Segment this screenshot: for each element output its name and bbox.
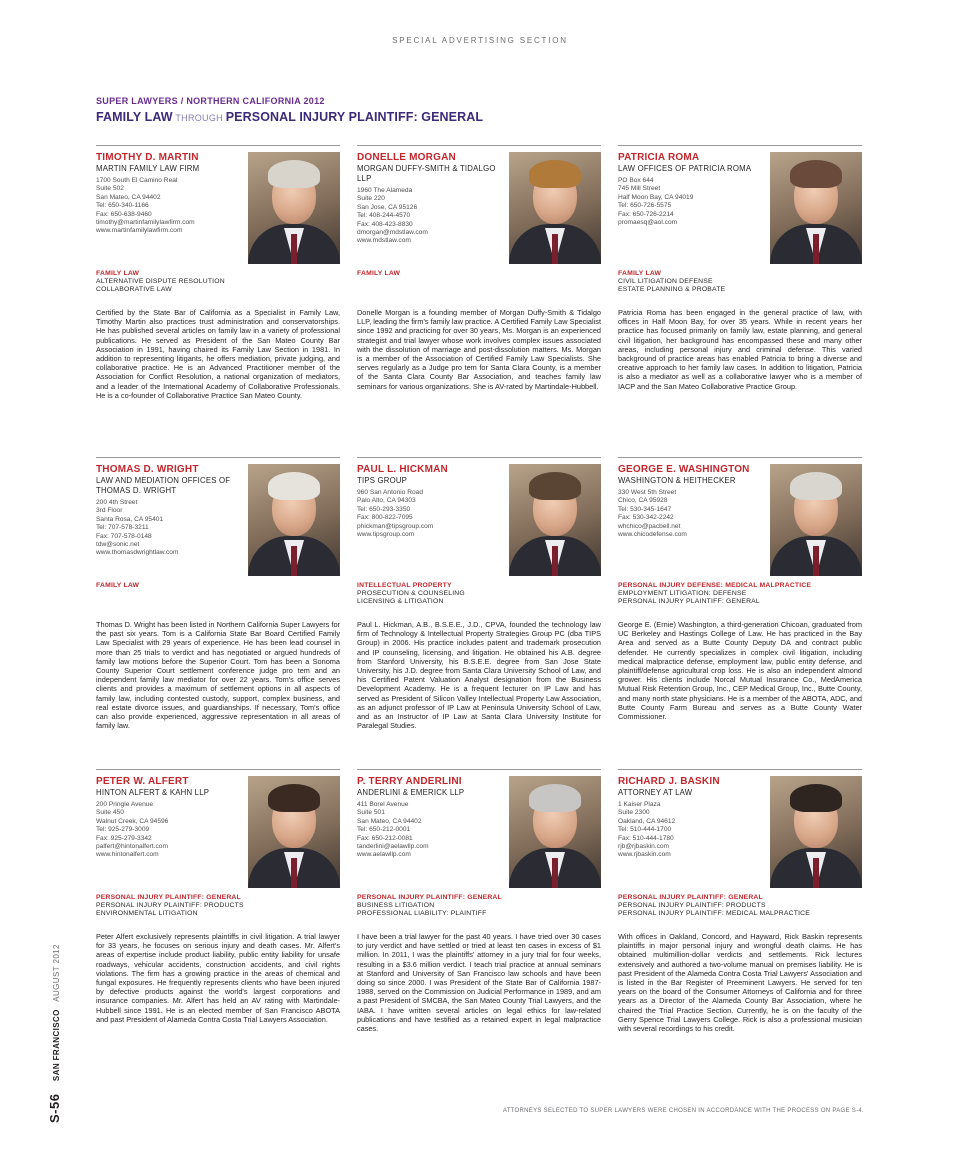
divider: [96, 145, 340, 146]
lawyer-bio: Certified by the State Bar of California as a Specialist in Family Law, Timothy Martin also practices trust administration and conservatorships. He has published several articles on family law in a variety of professional publications. He served as President of the San Mateo County Bar Association in 1991, having chaired its Family Law Section in 1981. In addition to representing litigants, he offers mediation, private judging, and collaborative practice. He is an Advanced Practitioner member of the Association for Conflict Resolution, a national organization of mediators, and a leader of the International Academy of Collaborative Professionals. He is a co-founder of Collaborative Practice San Mateo County.: [96, 308, 340, 400]
address-line: www.martinfamilylawfirm.com: [96, 227, 183, 235]
address-line: Suite 502: [96, 185, 124, 193]
section-title: [96, 110, 483, 124]
address-line: Tel: 650-293-3350: [357, 505, 411, 513]
address-line: rjb@rjbaskin.com: [618, 843, 670, 851]
primary-practice-area: FAMILY LAW: [618, 270, 662, 277]
address-line: Tel: 925-279-3009: [96, 826, 150, 834]
address-line: Santa Rosa, CA 95401: [96, 515, 164, 523]
address-line: www.hintonalfert.com: [96, 851, 159, 859]
title-through: THROUGH: [172, 113, 226, 123]
address-line: San Mateo, CA 94402: [357, 817, 422, 825]
address-line: Suite 501: [357, 809, 385, 817]
lawyer-photo: [248, 152, 340, 264]
address-line: Tel: 707-578-3211: [96, 524, 149, 532]
address-line: Tel: 530-345-1647: [618, 505, 672, 513]
lawyer-bio: Thomas D. Wright has been listed in Northern California Super Lawyers for the past six years. Tom is a California State Bar Board Certified Family Law Specialist with 29 years of experience. He has been lead counsel in more than 25 trials to verdict and has negotiated or argued hundreds of family law motions before the Superior Court. Tom has been a Sonoma County Superior Court settlement conference judge pro tem and an independent family law mediator for over 22 years. Tom's office serves clients and provides a maximum of settlement options in all aspects of family law, including contested custody, support, complex business, and real estate divorce issues, and guardianships. If necessary, Tom's office can also provide experienced, aggressive representation in all areas of family law.: [96, 620, 340, 731]
address-line: www.rjbaskin.com: [618, 851, 671, 859]
lawyer-card: [618, 457, 862, 721]
address-line: Fax: 650-726-2214: [618, 210, 674, 218]
lawyer-card: [96, 145, 340, 400]
address-line: Tel: 510-444-1700: [618, 826, 672, 834]
address-line: Fax: 800-822-7095: [357, 514, 413, 522]
lawyer-card: [357, 145, 601, 391]
address-line: Suite 220: [357, 195, 385, 203]
lawyer-photo: [770, 464, 862, 576]
lawyer-bio: Patricia Roma has been engaged in the general practice of law, with offices in Half Moon Bay, for over 35 years. While in recent years her practice has focused primarily on family law, estate planning, and general civil litigation, her background has encompassed these and many other areas, including personal injury and criminal defense. This varied background of practice areas has enabled Patricia to bring a diverse and creative approach to her family law cases. In addition to litigation, Patricia is also a mediator as well as a collaborative lawyer who is a member of IACP and the San Mateo Collaborative Practice Group.: [618, 308, 862, 391]
page-number: S-56: [47, 1093, 62, 1123]
address-line: Half Moon Bay, CA 94019: [618, 193, 694, 201]
practice-area: COLLABORATIVE LAW: [96, 286, 172, 293]
address-line: PO Box 644: [618, 177, 654, 184]
lawyer-photo: [509, 776, 601, 888]
address-line: 1700 South El Camino Real: [96, 177, 178, 184]
firm-name: LAW OFFICES OF PATRICIA ROMA: [618, 164, 752, 173]
publication-name: SAN FRANCISCO: [52, 1009, 61, 1082]
lawyer-name: P. TERRY ANDERLINI: [357, 776, 462, 787]
contact-block: [357, 187, 505, 246]
lawyer-card: [618, 145, 862, 391]
divider: [357, 145, 601, 146]
practice-area: PROSECUTION & COUNSELING: [357, 590, 465, 597]
address-line: 200 Pringle Avenue: [96, 801, 154, 808]
address-line: Fax: 408-423-8830: [357, 220, 413, 228]
section-kicker: [96, 96, 325, 106]
firm-name: LAW AND MEDIATION OFFICES OF THOMAS D. WRIGHT: [96, 476, 231, 495]
practice-areas: [96, 582, 340, 620]
divider: [618, 457, 862, 458]
practice-area: PERSONAL INJURY PLAINTIFF: MEDICAL MALPRACTICE: [618, 910, 810, 917]
lawyer-card: [618, 769, 862, 1033]
address-line: www.tipsgroup.com: [357, 531, 415, 539]
address-line: tanderlini@aelawllp.com: [357, 843, 429, 851]
practice-areas: [96, 894, 340, 932]
address-line: Oakland, CA 94612: [618, 817, 676, 825]
address-line: tdw@sonic.net: [96, 541, 140, 549]
address-line: Tel: 408-244-4570: [357, 212, 411, 220]
address-line: Fax: 530-342-2242: [618, 514, 674, 522]
address-line: San Jose, CA 95126: [357, 203, 418, 211]
address-line: Suite 450: [96, 809, 124, 817]
address-line: timothy@martinfamilylawfirm.com: [96, 219, 195, 227]
lawyer-card: [357, 769, 601, 1033]
firm-name: ANDERLINI & EMERICK LLP: [357, 788, 465, 797]
address-line: Suite 2300: [618, 809, 650, 817]
address-line: www.aelawllp.com: [357, 851, 411, 859]
practice-area: PERSONAL INJURY PLAINTIFF: PRODUCTS: [96, 902, 244, 909]
primary-practice-area: PERSONAL INJURY PLAINTIFF: GENERAL: [96, 894, 241, 901]
contact-block: [618, 489, 766, 539]
lawyer-bio: With offices in Oakland, Concord, and Hayward, Rick Baskin represents plaintiffs in major personal injury and wrongful death claims. He has obtained multimillion-dollar verdicts and settlements. Rick lectures extensively and authored a two-volume manual on premises liability. He is past President of the Alameda Contra Costa Trial Lawyers' Association and is listed in the Bar Register of Preeminent Lawyers. He served for ten years on the board of the Consumer Attorneys of California and for three years as a Director of the Alameda County Bar Association, where he chaired the Trial Practice Section. Currently, he is on the faculty of the Gerry Spence Trial Lawyers College. Rick is also a professional musician with several recordings to his credit.: [618, 932, 862, 1034]
address-line: Tel: 650-340-1166: [96, 202, 149, 210]
practice-area: CIVIL LITIGATION DEFENSE: [618, 278, 713, 285]
practice-areas: [618, 894, 862, 932]
primary-practice-area: PERSONAL INJURY PLAINTIFF: GENERAL: [618, 894, 763, 901]
address-line: Palo Alto, CA 94303: [357, 497, 416, 505]
address-line: dmorgan@mdstlaw.com: [357, 229, 428, 237]
firm-name: MORGAN DUFFY-SMITH & TIDALGO LLP: [357, 164, 496, 183]
lawyer-name: PAUL L. HICKMAN: [357, 464, 448, 475]
firm-name: ATTORNEY AT LAW: [618, 788, 693, 797]
divider: [357, 769, 601, 770]
contact-block: [357, 489, 505, 539]
firm-name: HINTON ALFERT & KAHN LLP: [96, 788, 210, 797]
lawyer-photo: [770, 776, 862, 888]
practice-areas: [618, 270, 862, 308]
address-line: Fax: 925-279-3342: [96, 834, 152, 842]
practice-area: BUSINESS LITIGATION: [357, 902, 435, 909]
address-line: Fax: 650-638-9460: [96, 210, 152, 218]
contact-block: [357, 801, 505, 860]
primary-practice-area: PERSONAL INJURY DEFENSE: MEDICAL MALPRACTICE: [618, 582, 812, 589]
address-line: Fax: 707-578-0148: [96, 532, 152, 540]
lawyer-bio: Peter Alfert exclusively represents plaintiffs in civil litigation. A trial lawyer for 33 years, he focuses on serious injury and death cases. Mr. Alfert's areas of expertise include product liability, public entity liability for unsafe roadways, vehicular accidents, construction accidents, and civil rights violations. The firm has a growing practice in the areas of chemical and fungal exposures. He frequently represents clients who have been injured by defective products against the world's largest corporations and insurance companies. Mr. Alfert has held an AV rating with Martindale-Hubbell since 1991. He is an elected member of San Francisco ABOTA and past President of Alameda Contra Costa Trial Lawyers Association.: [96, 932, 340, 1024]
practice-area: PROFESSIONAL LIABILITY: PLAINTIFF: [357, 910, 487, 917]
practice-areas: [357, 582, 601, 620]
address-line: 200 4th Street: [96, 499, 138, 506]
lawyer-photo: [770, 152, 862, 264]
practice-area: ALTERNATIVE DISPUTE RESOLUTION: [96, 278, 225, 285]
lawyer-card: [96, 457, 340, 730]
address-line: Walnut Creek, CA 94596: [96, 817, 169, 825]
lawyer-name: PATRICIA ROMA: [618, 152, 700, 163]
address-line: Fax: 510-444-1780: [618, 834, 674, 842]
practice-areas: [357, 270, 601, 308]
practice-area: EMPLOYMENT LITIGATION: DEFENSE: [618, 590, 747, 597]
contact-block: [618, 801, 766, 860]
lawyer-card: [96, 769, 340, 1024]
address-line: 960 San Antonio Road: [357, 489, 423, 496]
divider: [96, 457, 340, 458]
page-footer-vertical: [46, 944, 64, 1123]
address-line: whchico@pacbell.net: [618, 522, 681, 530]
address-line: www.thomasdwrightlaw.com: [96, 549, 179, 557]
lawyer-card: [357, 457, 601, 730]
address-line: Tel: 650-212-0001: [357, 826, 411, 834]
lawyer-photo: [509, 152, 601, 264]
lawyer-name: GEORGE E. WASHINGTON: [618, 464, 750, 475]
contact-block: [618, 177, 766, 227]
lawyer-photo: [248, 464, 340, 576]
address-line: Fax: 650-212-0081: [357, 834, 413, 842]
kicker-publication: SUPER LAWYERS: [96, 96, 178, 106]
primary-practice-area: FAMILY LAW: [96, 582, 140, 589]
lawyer-bio: I have been a trial lawyer for the past 40 years. I have tried over 30 cases to jury verdict and have settled or tried at least ten cases in excess of $1 million. In 2011, I was the plaintiffs' attorney in a jury trial for four weeks, resulting in a $3.6 million verdict. I teach trial practice at annual seminars at Stanford and University of San Francisco law schools and have been doing so since 2000. I was President of the State Bar of California 1987-1988, served on the Commission on Judicial Performance in 1989, and am a past President of SMCBA, the San Mateo County Trial Lawyers, and the IABA. I have written several articles on legal ethics for law-related publications and have testified as a retained expert in legal malpractice cases.: [357, 932, 601, 1034]
lawyer-bio: Paul L. Hickman, A.B., B.S.E.E., J.D., CPVA, founded the technology law firm of Technology & Intellectual Property Strategies Group PC (dba TIPS Group) in 2006. His practice includes patent and trademark prosecution and IP counseling, licensing, and litigation. He obtained his A.B. degree from Stanford University, his B.S.E.E. degree from San Jose State University, his J.D. degree from Santa Clara University School of Law, and his Certified Patent Valuation Analyst designation from the Business Development Academy. He is a frequent lecturer on IP Law and has served as President of Silicon Valley Intellectual Property Law Association, as an adjunct professor of IP Law at Peninsula University School of Law, and as an Instructor of IP Law at Santa Clara University Institute for Paralegal Studies.: [357, 620, 601, 731]
kicker-separator: /: [177, 96, 187, 106]
contact-block: [96, 177, 244, 236]
primary-practice-area: FAMILY LAW: [357, 270, 401, 277]
primary-practice-area: PERSONAL INJURY PLAINTIFF: GENERAL: [357, 894, 502, 901]
address-line: phickman@tipsgroup.com: [357, 522, 434, 530]
address-line: San Mateo, CA 94402: [96, 193, 161, 201]
address-line: Chico, CA 95928: [618, 497, 668, 505]
lawyer-photo: [509, 464, 601, 576]
lawyer-name: RICHARD J. BASKIN: [618, 776, 720, 787]
address-line: promaesq@aol.com: [618, 219, 678, 227]
practice-area: ESTATE PLANNING & PROBATE: [618, 286, 726, 293]
kicker-region: NORTHERN CALIFORNIA 2012: [186, 96, 325, 106]
address-line: 330 West 5th Street: [618, 489, 677, 496]
practice-area: PERSONAL INJURY PLAINTIFF: PRODUCTS: [618, 902, 766, 909]
practice-areas: [96, 270, 340, 308]
contact-block: [96, 499, 244, 558]
lawyer-name: TIMOTHY D. MARTIN: [96, 152, 199, 163]
practice-areas: [618, 582, 862, 620]
practice-area: PERSONAL INJURY PLAINTIFF: GENERAL: [618, 598, 760, 605]
firm-name: MARTIN FAMILY LAW FIRM: [96, 164, 200, 173]
title-end: PERSONAL INJURY PLAINTIFF: GENERAL: [225, 110, 484, 124]
lawyer-photo: [248, 776, 340, 888]
divider: [357, 457, 601, 458]
address-line: 745 Mill Street: [618, 185, 661, 193]
primary-practice-area: FAMILY LAW: [96, 270, 140, 277]
practice-area: ENVIRONMENTAL LITIGATION: [96, 910, 198, 917]
special-advertising-label: SPECIAL ADVERTISING SECTION: [392, 36, 568, 45]
lawyer-bio: George E. (Ernie) Washington, a third-generation Chicoan, graduated from UC Berkeley and Hastings College of Law. He has practiced in the Bay Area and served as a Butte County Deputy DA and contract public defender. He currently specializes in complex civil litigation, including medical malpractice defense, employment law, public entity defense, and plaintiff/defense agricultural crop loss. He is also an independent almond grower. His clients include Norcal Mutual Insurance Co., MedAmerica Mutual Risk Retention Group, Inc., CEP Medical Group, Inc., Butte County, and many north state physicians. He is a member of the ABOTA, ADC, and Butte County Farm Bureau and serves as a Butte County Water Commissioner.: [618, 620, 862, 722]
address-line: 1 Kaiser Plaza: [618, 801, 661, 808]
lawyer-name: THOMAS D. WRIGHT: [96, 464, 199, 475]
firm-name: WASHINGTON & HEITHECKER: [618, 476, 736, 485]
address-line: 3rd Floor: [96, 507, 123, 515]
address-line: palfert@hintonalfert.com: [96, 843, 168, 851]
divider: [618, 769, 862, 770]
lawyer-name: PETER W. ALFERT: [96, 776, 189, 787]
address-line: 1960 The Alameda: [357, 187, 413, 194]
practice-areas: [357, 894, 601, 932]
firm-name: TIPS GROUP: [357, 476, 408, 485]
address-line: www.chicodefense.com: [618, 531, 687, 539]
contact-block: [96, 801, 244, 860]
title-start: FAMILY LAW: [96, 110, 173, 124]
divider: [96, 769, 340, 770]
issue-date: AUGUST 2012: [52, 944, 61, 1002]
divider: [618, 145, 862, 146]
practice-area: LICENSING & LITIGATION: [357, 598, 444, 605]
primary-practice-area: INTELLECTUAL PROPERTY: [357, 582, 452, 589]
lawyer-bio: Donelle Morgan is a founding member of Morgan Duffy-Smith & Tidalgo LLP, leading the firm's family law practice. A Certified Family Law Specialist since 1992 and practicing for over 30 years, Ms. Morgan is an experienced strategist and trial lawyer whose work involves complex issues associated with the dissolution of marriage and post-dissolution matters. Ms. Morgan is a member of the Association of Certified Family Law Specialists. She serves regularly as a Judge pro tem for Santa Clara County, is a member of the Santa Clara County Bar Association, and teaches family law seminars for various organizations. She is AV-rated by Martindale-Hubbell.: [357, 308, 601, 391]
footer-note: ATTORNEYS SELECTED TO SUPER LAWYERS WERE CHOSEN IN ACCORDANCE WITH THE PROCESS ON PAGE S-4.: [502, 1108, 864, 1114]
lawyer-name: DONELLE MORGAN: [357, 152, 456, 163]
address-line: Tel: 650-726-5575: [618, 202, 672, 210]
address-line: www.mdstlaw.com: [357, 237, 411, 245]
address-line: 411 Borel Avenue: [357, 801, 409, 808]
